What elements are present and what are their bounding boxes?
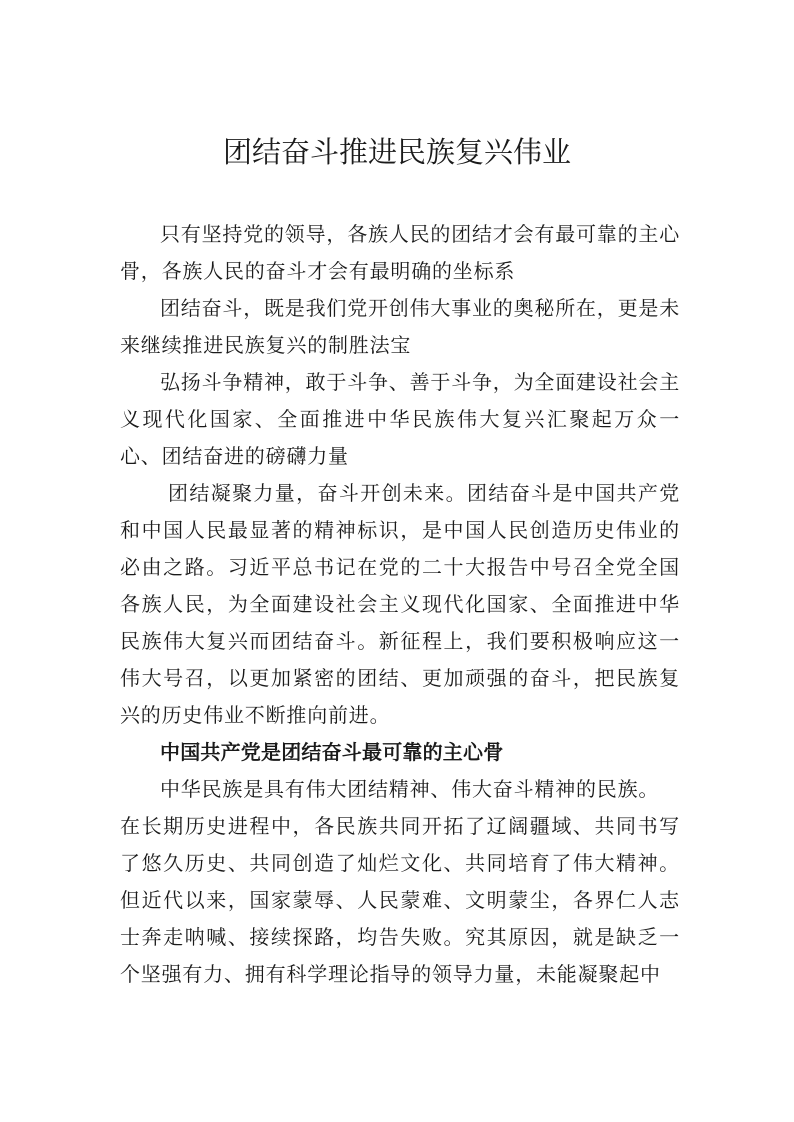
document-title: 团结奋斗推进民族复兴伟业	[222, 135, 571, 169]
paragraph-fighting-spirit: 弘扬斗争精神，敢于斗争、善于斗争，为全面建设社会主义现代化国家、全面推进中华民族伟大复兴汇聚起万众一心、团结奋进的磅礴力量	[120, 370, 680, 468]
paragraph-history: 在长期历史进程中，各民族共同开拓了辽阔疆域、共同书写了悠久历史、共同创造了灿烂文化、共同培育了伟大精神。 但近代以来，国家蒙辱、人民蒙难、文明蒙尘，各界仁人志士奔走呐喊、接续探路，均告失败。究其原因，就是缺乏一个坚强有力、拥有科学理论指导的领导力量，未能凝聚起中	[120, 814, 680, 986]
paragraph-leadership: 只有坚持党的领导，各族人民的团结才会有最可靠的主心骨，各族人民的奋斗才会有最明确的坐标系	[120, 222, 680, 283]
paragraph-introduction: 团结凝聚力量，奋斗开创未来。团结奋斗是中国共产党和中国人民最显著的精神标识，是中国人民创造历史伟业的必由之路。习近平总书记在党的二十大报告中号召全党全国各族人民，为全面建设社会主义现代化国家、全面推进中华民族伟大复兴而团结奋斗。新征程上，我们要积极响应这一伟大号召，以更加紧密的团结、更加顽强的奋斗，把民族复兴的历史伟业不断推向前进。	[120, 481, 680, 727]
section-heading: 中国共产党是团结奋斗最可靠的主心骨	[160, 740, 504, 764]
paragraph-unity-struggle: 团结奋斗，既是我们党开创伟大事业的奥秘所在，更是未来继续推进民族复兴的制胜法宝	[120, 296, 680, 357]
document-body	[120, 216, 680, 993]
paragraph-national-spirit: 中华民族是具有伟大团结精神、伟大奋斗精神的民族。	[160, 777, 660, 801]
